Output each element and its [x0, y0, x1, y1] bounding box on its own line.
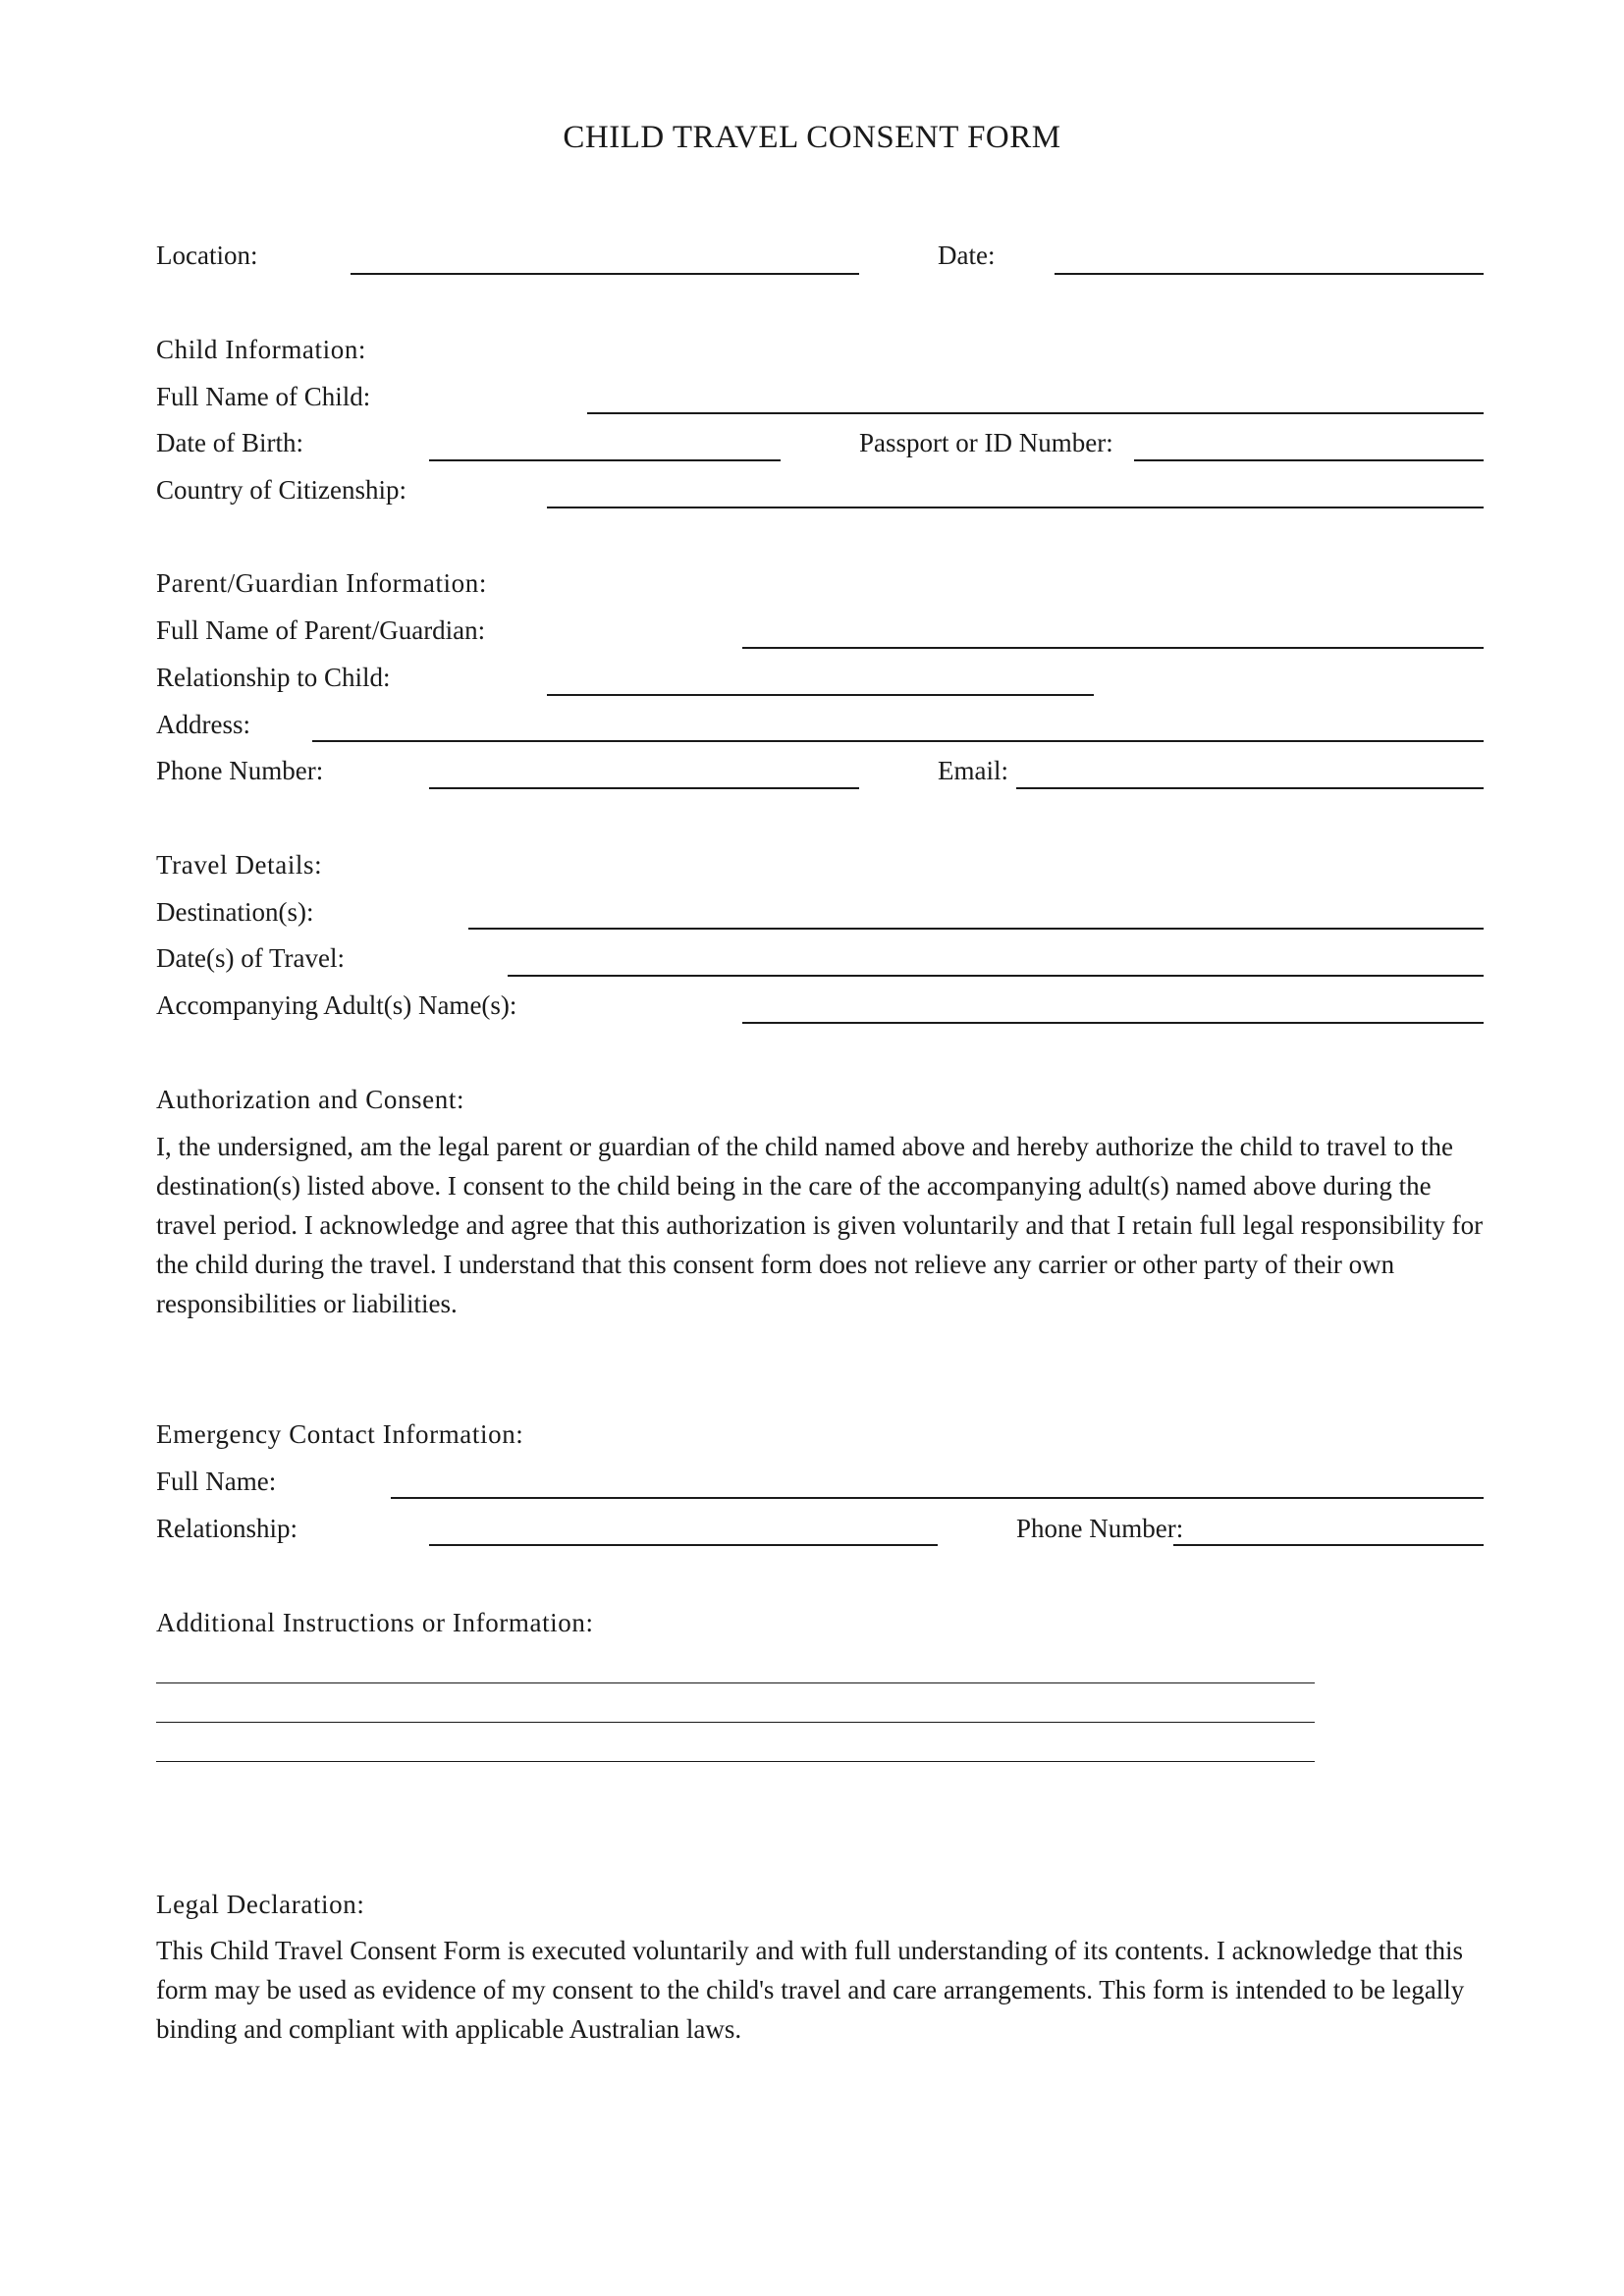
emergency-full-name-label: Full Name:: [156, 1467, 277, 1496]
address-field[interactable]: [312, 711, 1484, 742]
additional-heading: Additional Instructions or Information:: [156, 1608, 594, 1637]
legal-heading: Legal Declaration:: [156, 1890, 365, 1919]
date-field[interactable]: [1055, 243, 1484, 275]
legal-text: This Child Travel Consent Form is executed voluntarily and with full understanding of its contents. I acknowledge that this form may be used as evidence of my consent to the child's travel and care arrangements. This form is intended to be legally binding and compliant with applicable Australian laws.: [156, 1936, 1465, 2044]
location-label: Location:: [156, 240, 258, 270]
emergency-phone-label: Phone Number:: [1016, 1514, 1184, 1543]
guardian-phone-label: Phone Number:: [156, 756, 324, 785]
additional-line-3[interactable]: [156, 1733, 1315, 1762]
email-field[interactable]: [1016, 758, 1484, 789]
guardian-phone-field[interactable]: [429, 758, 859, 789]
form-title: CHILD TRAVEL CONSENT FORM: [563, 120, 1061, 155]
emergency-relationship-field[interactable]: [429, 1515, 938, 1546]
guardian-full-name-label: Full Name of Parent/Guardian:: [156, 615, 486, 645]
guardian-full-name-field[interactable]: [742, 617, 1484, 649]
date-label: Date:: [938, 240, 996, 270]
child-dob-label: Date of Birth:: [156, 428, 303, 457]
emergency-phone-field[interactable]: [1173, 1515, 1484, 1546]
citizenship-label: Country of Citizenship:: [156, 475, 406, 505]
emergency-contact-heading: Emergency Contact Information:: [156, 1419, 524, 1449]
destinations-label: Destination(s):: [156, 897, 314, 927]
destinations-field[interactable]: [468, 898, 1484, 930]
guardian-info-heading: Parent/Guardian Information:: [156, 568, 487, 598]
accompanying-adults-label: Accompanying Adult(s) Name(s):: [156, 990, 517, 1020]
passport-label: Passport or ID Number:: [859, 428, 1113, 457]
email-label: Email:: [938, 756, 1008, 785]
additional-line-1[interactable]: [156, 1654, 1315, 1683]
child-full-name-field[interactable]: [587, 383, 1484, 414]
relationship-to-child-field[interactable]: [547, 665, 1094, 696]
travel-dates-field[interactable]: [508, 945, 1484, 977]
additional-line-2[interactable]: [156, 1693, 1315, 1723]
accompanying-adults-field[interactable]: [742, 992, 1484, 1024]
authorization-heading: Authorization and Consent:: [156, 1085, 465, 1114]
citizenship-field[interactable]: [547, 477, 1484, 508]
emergency-relationship-label: Relationship:: [156, 1514, 298, 1543]
passport-field[interactable]: [1134, 430, 1484, 461]
child-info-heading: Child Information:: [156, 335, 367, 364]
relationship-to-child-label: Relationship to Child:: [156, 663, 391, 692]
address-label: Address:: [156, 710, 250, 739]
authorization-text: I, the undersigned, am the legal parent or guardian of the child named above and hereby authorize the child to travel to the destination(s) listed above. I consent to the child being in the care of the accompanying adult(s) named above during the travel period. I acknowledge and agree that this authorization is given voluntarily and that I retain full legal responsibility for the child during the travel. I understand that this consent form does not relieve any carrier or other party of their own responsibilities or liabilities.: [156, 1132, 1484, 1318]
emergency-full-name-field[interactable]: [391, 1468, 1484, 1499]
travel-details-heading: Travel Details:: [156, 850, 323, 880]
location-field[interactable]: [351, 243, 859, 275]
child-dob-field[interactable]: [429, 430, 781, 461]
child-full-name-label: Full Name of Child:: [156, 382, 371, 411]
travel-dates-label: Date(s) of Travel:: [156, 943, 345, 973]
